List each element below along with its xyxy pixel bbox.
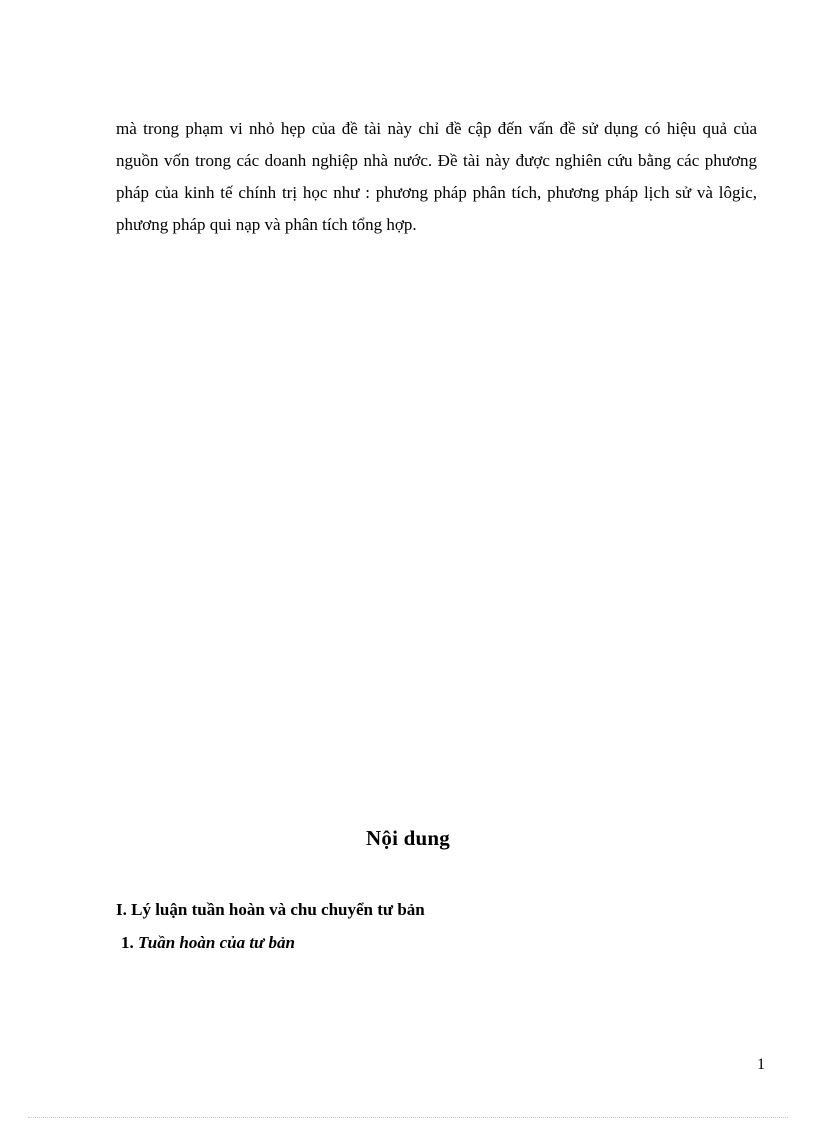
section-title: Nội dung [366, 826, 450, 850]
footer-divider [28, 1117, 788, 1118]
subsection-heading [121, 933, 295, 953]
chapter-heading: I. Lý luận tuần hoàn và chu chuyển tư bản [116, 900, 425, 919]
page-number: 1 [757, 1056, 765, 1073]
body-paragraph: mà trong phạm vi nhỏ hẹp của đề tài này chỉ đề cập đến vấn đề sử dụng có hiệu quả của nguồn vốn trong các doanh nghiệp nhà nước. Đề tài này được nghiên cứu bằng các phương pháp của kinh tế chính trị học như : phương pháp phân tích, phương pháp lịch sử và lôgic, phương pháp qui nạp và phân tích tổng hợp. [116, 119, 757, 234]
subsection-title: Tuần hoàn của tư bản [138, 933, 295, 952]
subsection-number: 1. [121, 933, 134, 952]
